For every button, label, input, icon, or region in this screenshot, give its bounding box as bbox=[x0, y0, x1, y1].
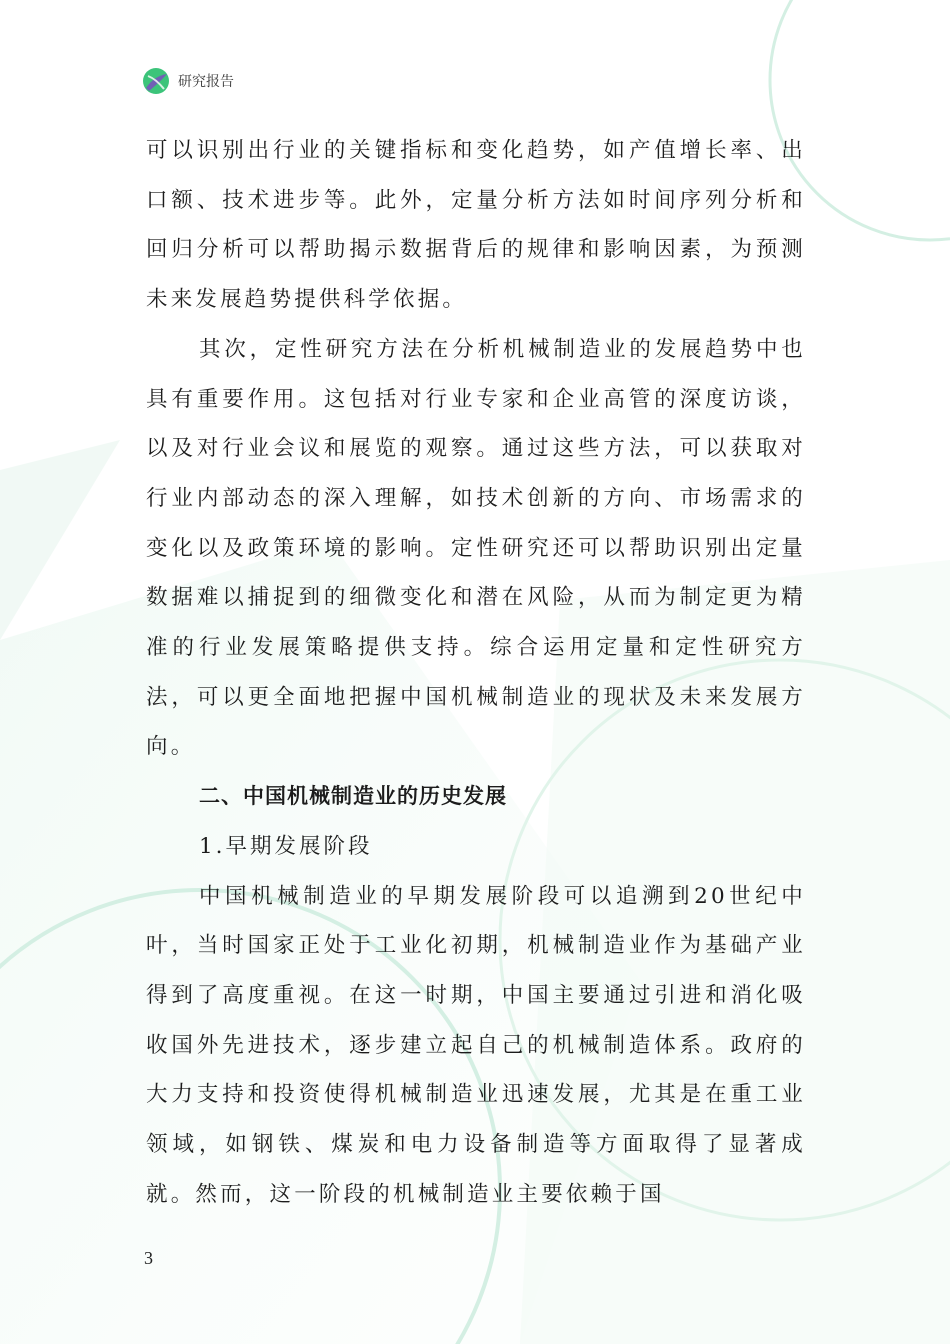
section-heading: 二、中国机械制造业的历史发展 bbox=[199, 784, 507, 809]
paragraph-2: 其次，定性研究方法在分析机械制造业的发展趋势中也具有重要作用。这包括对行业专家和企业高管的深度访谈，以及对行业会议和展览的观察。通过这些方法，可以获取对行业内部动态的深入理解，如技术创新的方向、市场需求的变化以及政策环境的影响。定性研究还可以帮助识别出定量数据难以捕捉到的细微变化和潜在风险，从而为制定更为精准的行业发展策略提供支持。综合运用定量和定性研究方法，可以更全面地把握中国机械制造业的现状及未来发展方向。 bbox=[146, 336, 806, 760]
header-label: 研究报告 bbox=[178, 74, 234, 90]
page-number: 3 bbox=[144, 1248, 153, 1268]
paragraph-3: 中国机械制造业的早期发展阶段可以追溯到20世纪中叶，当时国家正处于工业化初期，机械制造业作为基础产业得到了高度重视。在这一时期，中国主要通过引进和消化吸收国外先进技术，逐步建立起自己的机械制造体系。政府的大力支持和投资使得机械制造业迅速发展，尤其是在重工业领域，如钢铁、煤炭和电力设备制造等方面取得了显著成就。然而，这一阶段的机械制造业主要依赖于国 bbox=[146, 883, 806, 1207]
subsection-heading: 1.早期发展阶段 bbox=[199, 833, 373, 859]
body-content bbox=[146, 126, 806, 1219]
paragraph-1: 可以识别出行业的关键指标和变化趋势，如产值增长率、出口额、技术进步等。此外，定量分析方法如时间序列分析和回归分析可以帮助揭示数据背后的规律和影响因素，为预测未来发展趋势提供科学依据。 bbox=[146, 138, 806, 313]
report-header bbox=[142, 66, 234, 96]
green-sphere-logo-icon bbox=[142, 67, 170, 95]
